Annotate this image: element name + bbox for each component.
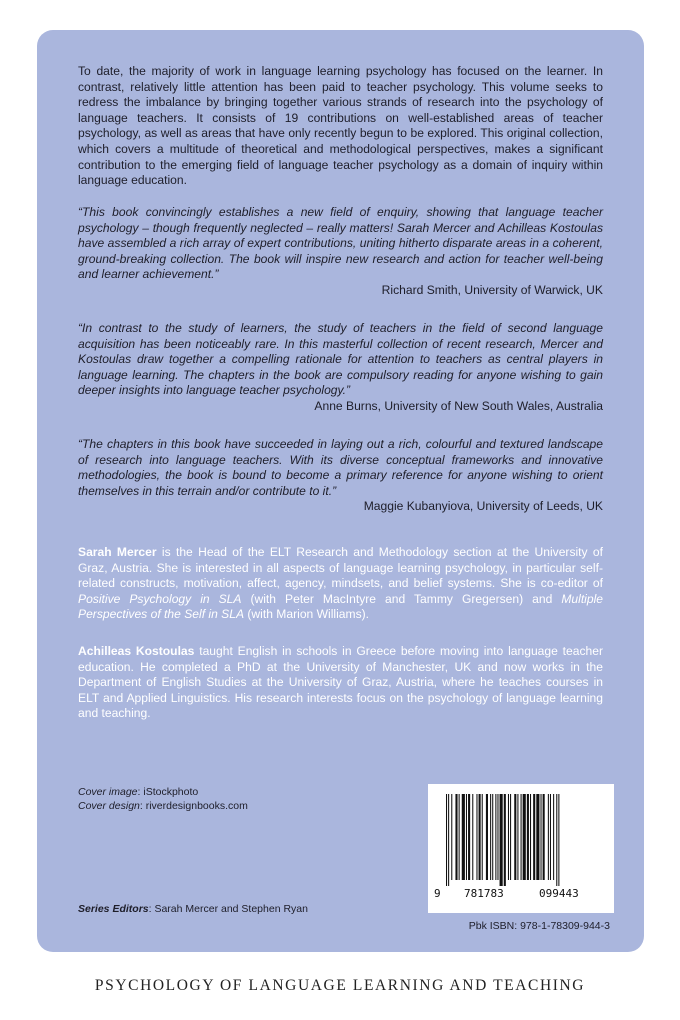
endorsement-text: “In contrast to the study of learners, the study of teachers in the field of second language acquisition has been noticeably rare. In this masterful collection of recent research, Mercer and Kostoulas draw together a compelling rationale for attention to teachers as central players in language learning. The chapters in the book are compulsory reading for anyone wishing to gain deeper insights into language teacher psychology.” xyxy=(78,321,603,398)
book-blurb: To date, the majority of work in language learning psychology has focused on the learner. In contrast, relatively little attention has been paid to teacher psychology. This volume seeks to redress the imbalance by bringing together various strands of research into the psychology of language teachers. It consists of 19 contributions on well-established areas of teacher psychology, as well as areas that have only recently begun to be explored. This original collection, which covers a multitude of theoretical and methodological perspectives, makes a significant contribution to the emerging field of language teacher psychology as a domain of inquiry within language education. xyxy=(78,64,603,188)
book-title: Multiple Perspectives of the Self in SLA xyxy=(78,591,604,622)
endorsement-2 xyxy=(78,321,603,415)
endorsement-attribution: Anne Burns, University of New South Wales, Australia xyxy=(314,398,603,413)
cover-design-credit: Cover design: riverdesignbooks.com xyxy=(78,800,248,812)
bio-text: taught English in schools in Greece before moving into language teacher education. He completed a PhD at the University of Manchester, UK and now works in the Department of English Studies at the University of Graz, Austria, where he teaches courses in ELT and Applied Linguistics. His research interests focus on the psychology of language learning and teaching. xyxy=(78,644,603,721)
endorsement-text: “This book convincingly establishes a new field of enquiry, showing that language teacher psychology – though frequently neglected – really matters! Sarah Mercer and Achilleas Kostoulas have assembled a rich array of expert contributions, uniting hitherto disparate areas in a coherent, ground-breaking collection. The book will inspire new research and action for teacher well-being and learner achievement.” xyxy=(78,205,603,282)
isbn-number: Pbk ISBN: 978-1-78309-944-3 xyxy=(468,920,610,932)
bio-text: is the Head of the ELT Research and Methodology section at the University of Graz, Austria. She is interested in all aspects of language learning psychology, in particular self-related constructs, motivation, affect, agency, mindsets, and belief systems. She is co-editor of xyxy=(78,545,603,591)
bio-text: (with Marion Williams). xyxy=(244,607,370,622)
cover-image-credit: Cover image: iStockphoto xyxy=(78,786,199,798)
endorsement-text: “The chapters in this book have succeeded in laying out a rich, colourful and textured landscape of research into language teachers. With its diverse conceptual frameworks and innovative methodologies, the book is bound to become a primary reference for anyone wishing to orient themselves in this terrain and/or contribute to it.” xyxy=(78,437,603,498)
endorsement-attribution: Maggie Kubanyiova, University of Leeds, UK xyxy=(363,499,603,514)
bio-achilleas-kostoulas xyxy=(78,644,603,722)
endorsement-3 xyxy=(78,437,603,515)
barcode-digit-group1: 781783 xyxy=(464,887,504,900)
cover-credits xyxy=(78,785,248,813)
bio-name: Sarah Mercer xyxy=(78,545,157,559)
isbn-barcode xyxy=(428,784,614,913)
barcode-bars xyxy=(446,794,596,886)
endorsement-1 xyxy=(78,205,603,299)
series-editors: Series Editors: Sarah Mercer and Stephen Ryan xyxy=(78,903,308,915)
series-title: PSYCHOLOGY OF LANGUAGE LEARNING AND TEACHING xyxy=(94,977,586,994)
book-title: Positive Psychology in SLA xyxy=(78,591,242,606)
bio-sarah-mercer xyxy=(78,545,603,623)
barcode-digit-lead: 9 xyxy=(434,887,441,900)
barcode-digit-group2: 099443 xyxy=(539,887,579,900)
endorsement-attribution: Richard Smith, University of Warwick, UK xyxy=(381,282,603,297)
bio-name: Achilleas Kostoulas xyxy=(78,644,195,658)
bio-text: (with Peter MacIntyre and Tammy Gregersen) and xyxy=(241,591,562,606)
